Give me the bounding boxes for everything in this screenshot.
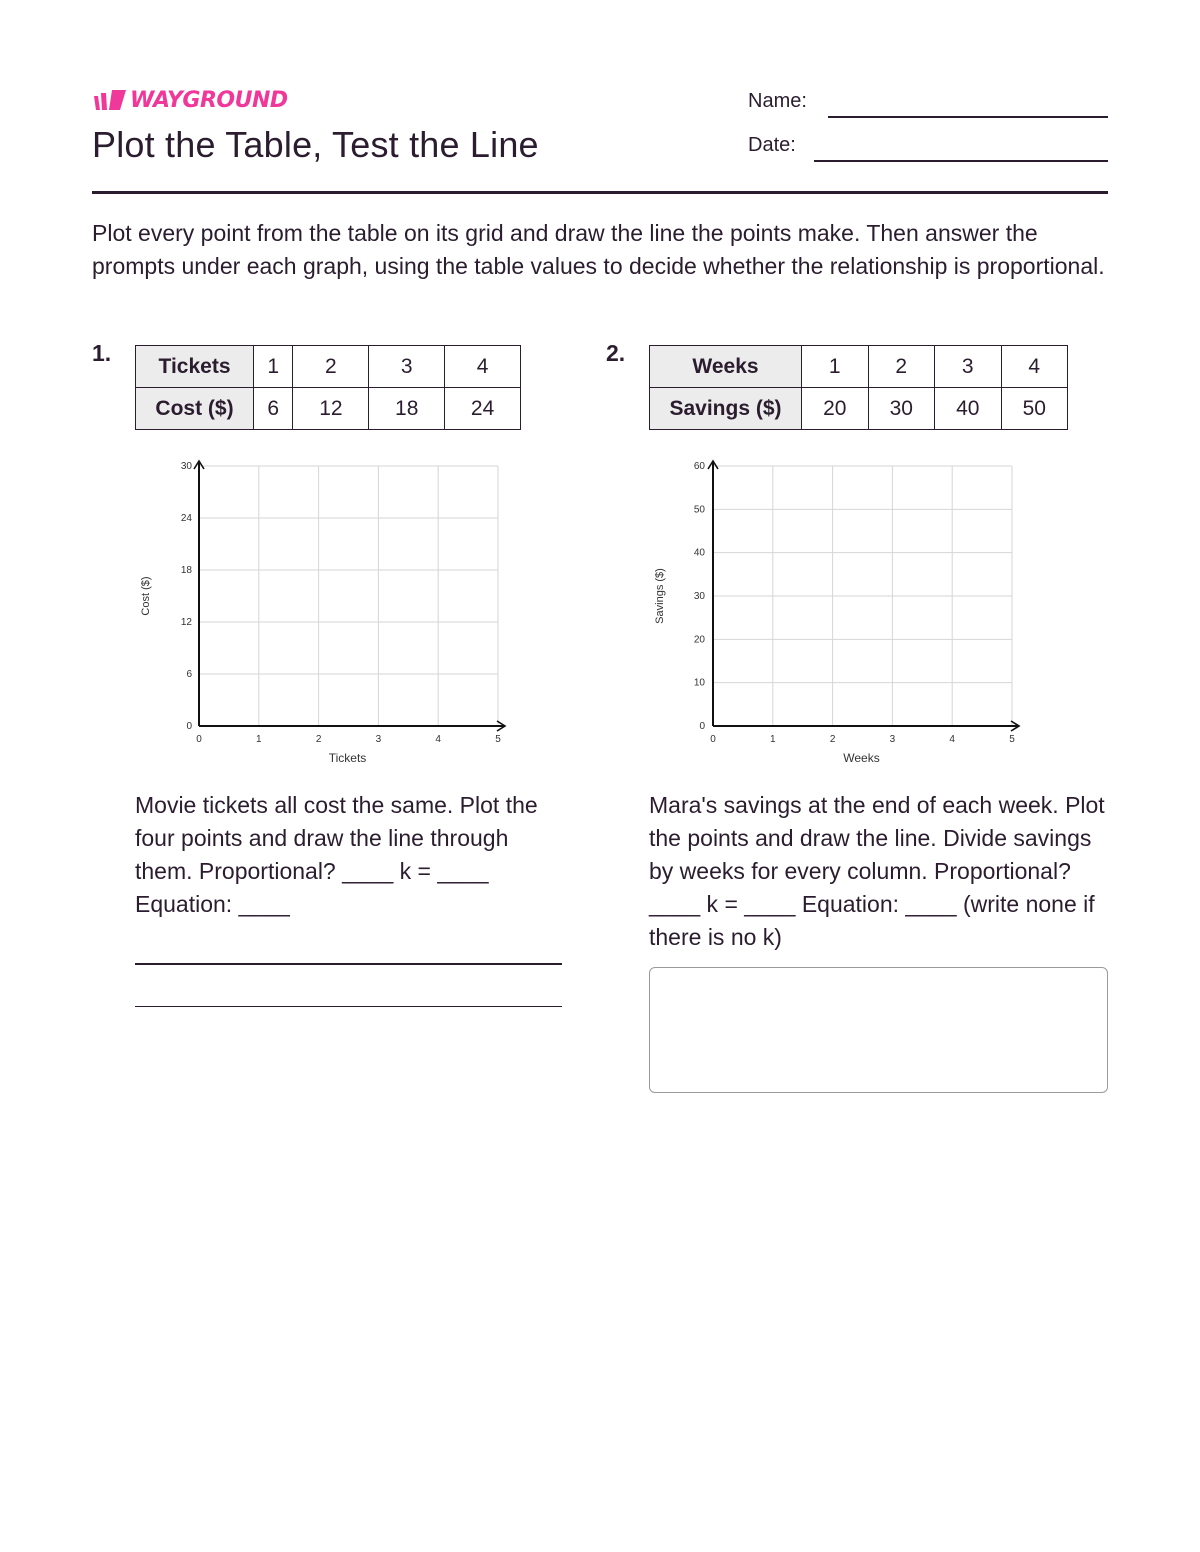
x-tick-label: 4: [435, 734, 441, 745]
date-label: Date:: [748, 134, 796, 156]
name-label: Name:: [748, 90, 807, 112]
x-tick-label: 2: [315, 734, 322, 745]
y-tick-label: 24: [180, 513, 192, 524]
table-row: [650, 346, 1068, 388]
x-tick-label: 3: [889, 734, 896, 745]
logo-text: WAYGROUND: [130, 87, 288, 113]
table-row: [136, 388, 521, 430]
y-tick-label: 10: [693, 677, 705, 689]
header-divider: [92, 191, 1108, 194]
x-axis-label: Tickets: [328, 751, 367, 765]
table-cell: 4: [1001, 346, 1068, 388]
table-row: [650, 388, 1068, 430]
problem-2-number: 2.: [606, 340, 626, 366]
y-tick-label: 30: [180, 461, 192, 472]
y-tick-label: 0: [699, 721, 705, 732]
y-tick-label: 6: [186, 669, 192, 680]
table-cell: 2: [868, 346, 935, 388]
y-axis-label: Savings ($): [654, 568, 666, 624]
table-cell: 1: [802, 346, 869, 388]
date-field[interactable]: [814, 160, 1108, 162]
x-tick-label: 1: [770, 734, 776, 745]
answer-box[interactable]: [649, 967, 1108, 1093]
table-header-cell: Cost ($): [136, 388, 254, 430]
page-title: Plot the Table, Test the Line: [92, 124, 539, 165]
answer-line[interactable]: [135, 1006, 562, 1007]
instructions: Plot every point from the table on its grid and draw the line the points make. Then answer the prompts under each graph, using the table values to decide whether the relationship is proportional.: [92, 220, 1105, 279]
table-cell: 2: [293, 346, 369, 388]
x-tick-label: 0: [196, 734, 202, 745]
problem-1-number: 1.: [92, 340, 112, 366]
wayground-logo-icon: [92, 88, 128, 112]
table-cell: 50: [1001, 388, 1068, 430]
x-tick-label: 1: [256, 734, 262, 745]
table-cell: 1: [254, 346, 293, 388]
y-tick-label: 20: [693, 634, 705, 646]
table-cell: 4: [445, 346, 521, 388]
table-cell: 3: [369, 346, 445, 388]
y-tick-label: 40: [693, 547, 705, 559]
x-tick-label: 2: [829, 734, 836, 745]
x-tick-label: 5: [495, 734, 501, 745]
problem-2-graph[interactable]: [644, 450, 1044, 775]
table-cell: 30: [868, 388, 935, 430]
table-header-cell: Weeks: [650, 346, 802, 388]
problem-1-prompt: Movie tickets all cost the same. Plot the four points and draw the line through them. Proportional? ____ k = ____ Equation: ____: [135, 792, 538, 917]
table-cell: 12: [293, 388, 369, 430]
problem-1-graph[interactable]: [130, 450, 530, 775]
table-header-cell: Tickets: [136, 346, 254, 388]
y-tick-label: 0: [186, 721, 192, 732]
answer-line[interactable]: [135, 963, 562, 965]
wayground-logo: [92, 86, 288, 114]
y-tick-label: 50: [693, 504, 705, 516]
y-tick-label: 30: [693, 591, 705, 602]
problem-2-table: [649, 345, 1068, 430]
x-tick-label: 4: [949, 734, 955, 745]
y-tick-label: 18: [180, 565, 192, 576]
x-tick-label: 5: [1009, 734, 1015, 745]
table-cell: 24: [445, 388, 521, 430]
x-tick-label: 3: [375, 734, 382, 745]
table-cell: 40: [935, 388, 1002, 430]
y-tick-label: 60: [693, 461, 705, 472]
y-tick-label: 12: [180, 617, 192, 628]
x-axis-label: Weeks: [843, 751, 880, 765]
table-cell: 20: [802, 388, 869, 430]
y-axis-label: Cost ($): [140, 576, 152, 616]
table-row: [136, 346, 521, 388]
problem-1-table: [135, 345, 521, 430]
table-cell: 18: [369, 388, 445, 430]
problem-2-prompt: Mara's savings at the end of each week. Plot the points and draw the line. Divide savings by weeks for every column. Proportional? ____ k = ____ Equation: ____ (write none if there is no k): [649, 792, 1105, 950]
name-field[interactable]: [828, 116, 1108, 118]
x-tick-label: 0: [710, 734, 716, 745]
table-header-cell: Savings ($): [650, 388, 802, 430]
table-cell: 3: [935, 346, 1002, 388]
table-cell: 6: [254, 388, 293, 430]
